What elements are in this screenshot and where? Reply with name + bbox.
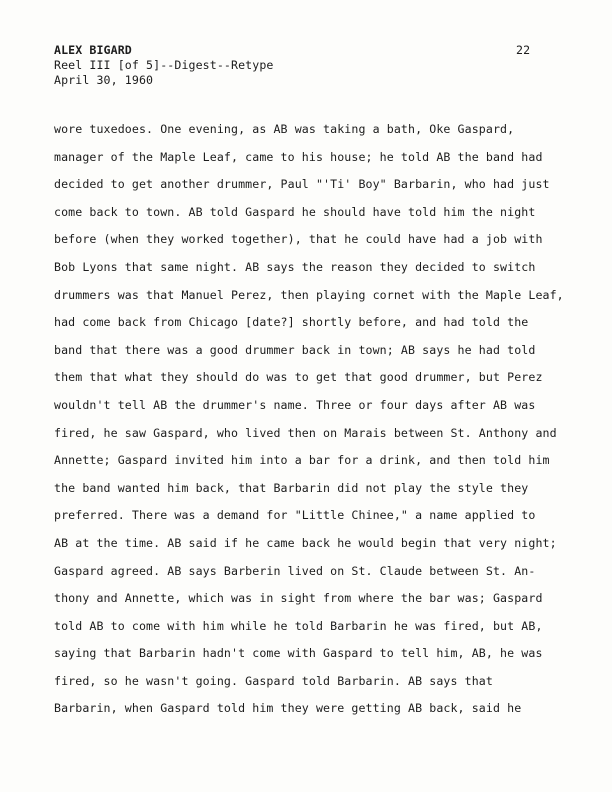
text-line: wouldn't tell AB the drummer's name. Three or four days after AB was: [54, 397, 536, 412]
text-line: them that what they should do was to get that good drummer, but Perez: [54, 370, 543, 385]
text-line: manager of the Maple Leaf, came to his house; he told AB the band had: [54, 149, 543, 164]
interview-date: April 30, 1960: [54, 73, 154, 87]
text-line: Gaspard agreed. AB says Barberin lived on St. Claude between St. An-: [54, 563, 536, 578]
text-line: had come back from Chicago [date?] shortly before, and had told the: [54, 315, 529, 330]
text-line: decided to get another drummer, Paul "'Ti' Boy" Barbarin, who had just: [54, 177, 550, 192]
text-line: Annette; Gaspard invited him into a bar for a drink, and then told him: [54, 453, 550, 468]
text-line: the band wanted him back, that Barbarin did not play the style they: [54, 480, 529, 495]
text-line: fired, he saw Gaspard, who lived then on Marais between St. Anthony and: [54, 425, 557, 440]
text-line: Bob Lyons that same night. AB says the reason they decided to switch: [54, 259, 536, 274]
text-line: thony and Annette, which was in sight from where the bar was; Gaspard: [54, 591, 543, 606]
text-line: fired, so he wasn't going. Gaspard told Barbarin. AB says that: [54, 673, 493, 688]
text-line: come back to town. AB told Gaspard he should have told him the night: [54, 204, 536, 219]
reel-info: Reel III [of 5]--Digest--Retype: [54, 58, 274, 72]
text-line: AB at the time. AB said if he came back he would begin that very night;: [54, 535, 557, 550]
document-header: [54, 43, 273, 88]
text-line: wore tuxedoes. One evening, as AB was taking a bath, Oke Gaspard,: [54, 122, 515, 136]
page-number: 22: [516, 43, 531, 57]
text-line: before (when they worked together), that he could have had a job with: [54, 232, 543, 247]
text-line: preferred. There was a demand for "Little Chinee," a name applied to: [54, 508, 536, 523]
text-line: told AB to come with him while he told Barbarin he was fired, but AB,: [54, 618, 543, 633]
text-line: Barbarin, when Gaspard told him they were getting AB back, said he: [54, 701, 522, 716]
text-line: saying that Barbarin hadn't come with Gaspard to tell him, AB, he was: [54, 646, 543, 661]
body-text: [54, 122, 574, 729]
interviewee-name: ALEX BIGARD: [54, 43, 132, 57]
text-line: drummers was that Manuel Perez, then playing cornet with the Maple Leaf,: [54, 287, 564, 302]
text-line: band that there was a good drummer back in town; AB says he had told: [54, 342, 536, 357]
